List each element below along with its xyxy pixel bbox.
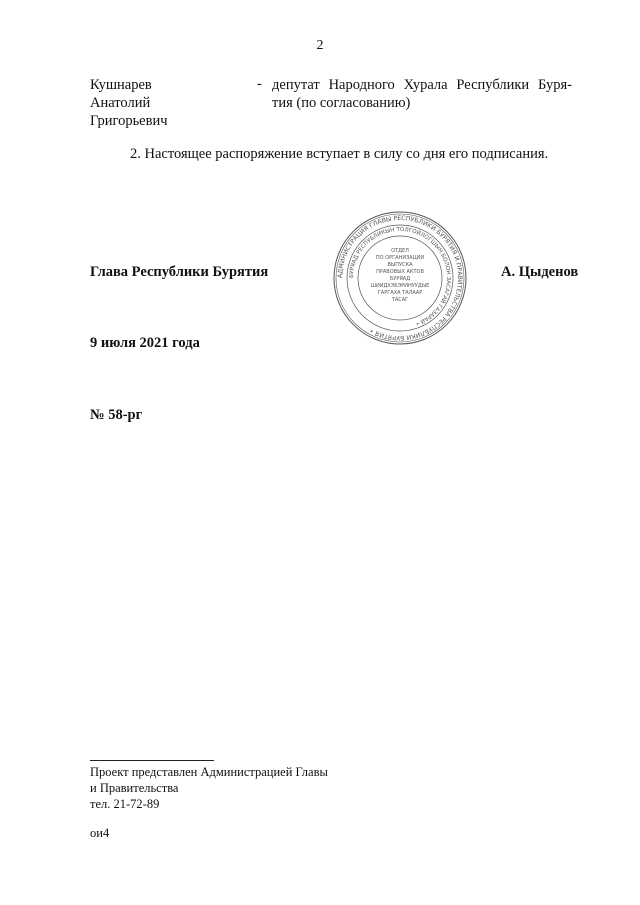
- footnote-phone: тел. 21-72-89: [90, 797, 160, 811]
- seal-line-4: ПРАВОВЫХ АКТОВ: [376, 269, 424, 275]
- footnote-divider: [90, 760, 214, 761]
- seal-line-2: ПО ОРГАНИЗАЦИИ: [375, 255, 425, 261]
- seal-line-5: БУРЯАД: [389, 276, 411, 282]
- seal-line-7: ГАРГАХА ТАЛААР: [377, 290, 423, 296]
- member-role: [272, 76, 572, 112]
- member-role-line-1: депутат Народного Хурала Республики Буря-: [272, 77, 572, 93]
- member-surname: Кушнарев: [90, 77, 152, 93]
- member-first-name: Анатолий: [90, 95, 151, 111]
- seal-outer-text: АДМИНИСТРАЦИЯ ГЛАВЫ РЕСПУБЛИКИ БУРЯТИЯ И ПРАВИТЕЛЬСТВА РЕСПУБЛИКИ БУРЯТИЯ •: [336, 214, 464, 342]
- member-patronymic: Григорьевич: [90, 113, 168, 129]
- seal-line-8: ТАСАГ: [391, 297, 409, 303]
- page-number: 2: [316, 38, 324, 53]
- seal-line-1: ОТДЕЛ: [391, 248, 409, 254]
- document-date: 9 июля 2021 года: [90, 335, 200, 351]
- document-number: № 58-рг: [90, 407, 143, 423]
- paragraph-2: 2. Настоящее распоряжение вступает в силу со дня его подписания.: [130, 146, 549, 162]
- member-dash: -: [257, 76, 262, 92]
- document-code: ои4: [90, 826, 110, 840]
- seal-line-3: ВЫПУСКА: [387, 262, 413, 268]
- footnote: [90, 764, 328, 812]
- footnote-line-1: Проект представлен Администрацией Главы: [90, 765, 328, 779]
- seal-inner-text: БУРЯАД РЕСПУБЛИКЫН ТОЛГОЙЛОГШЫН БОЛОН ЗАСАГАЙ ГАЗАРАЙ •: [348, 226, 452, 327]
- member-name: [90, 76, 168, 130]
- official-seal: [332, 210, 468, 346]
- footnote-line-2: и Правительства: [90, 781, 179, 795]
- signatory-title: Глава Республики Бурятия: [90, 264, 269, 280]
- seal-line-6: ШИИДХЭБЭРИНУУДЫЕ: [370, 283, 430, 289]
- member-role-line-2: тия (по согласованию): [272, 95, 411, 111]
- signatory-name: А. Цыденов: [501, 264, 579, 280]
